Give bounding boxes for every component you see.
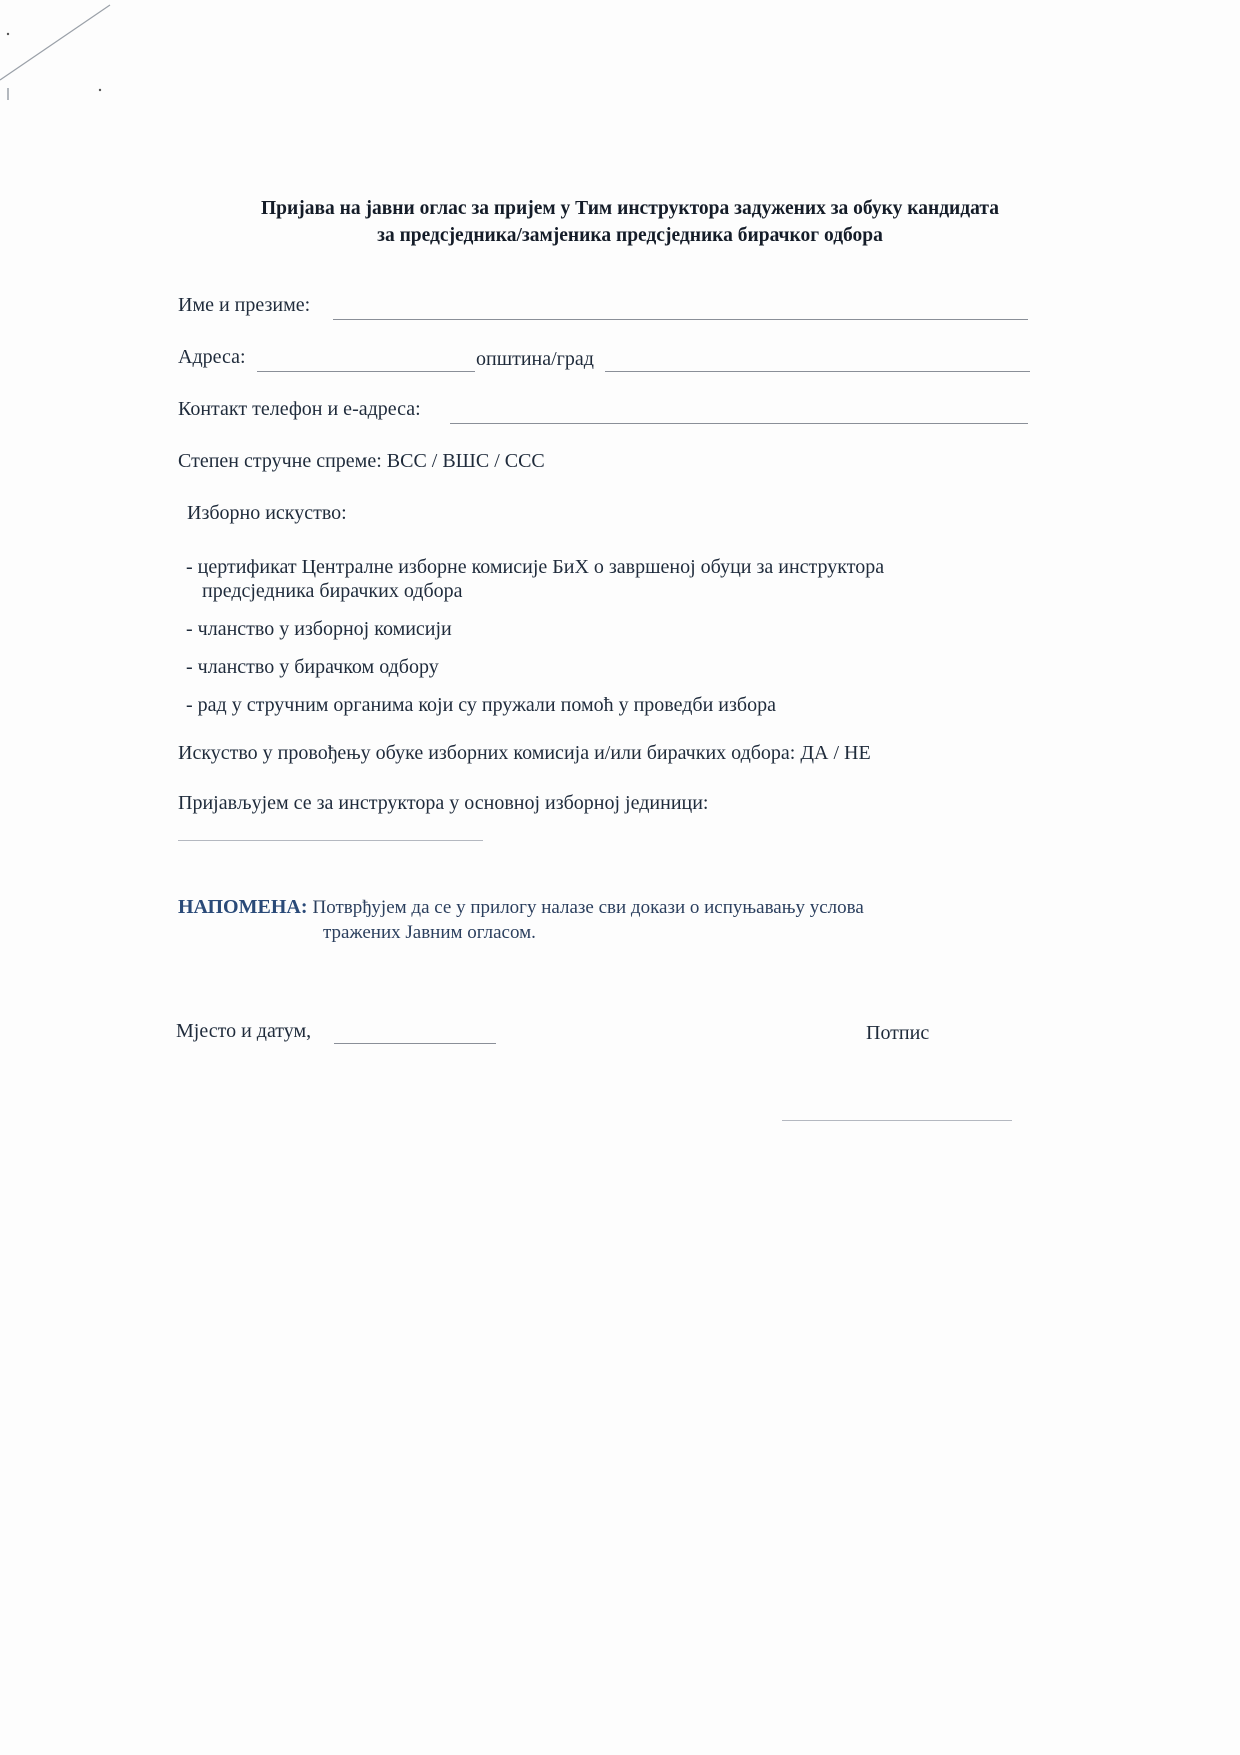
name-label: Име и презиме: [178,294,311,316]
application-unit-label: Пријављујем се за инструктора у основној изборној јединици: [178,792,709,814]
municipality-field-line[interactable] [605,371,1030,372]
note [178,896,864,919]
experience-item-commission: - чланство у изборној комисији [186,618,452,640]
training-experience-text: Искуство у провођењу обуке изборних комисија и/или бирачких одбора: ДА / НЕ [178,742,871,764]
application-unit-field-line[interactable] [178,840,483,841]
signature-field-line[interactable] [782,1120,1012,1121]
contact-label: Контакт телефон и е-адреса: [178,398,421,420]
address-label: Адреса: [178,346,246,368]
note-line1: Потврђујем да се у прилогу налазе сви докази о испуњавању услова [312,897,864,918]
education-label: Степен стручне спреме: ВСС / ВШС / ССС [178,450,545,472]
experience-item-certificate-cont: предсједника бирачких одбора [202,580,463,602]
experience-item-certificate: - цертификат Централне изборне комисије БиХ о завршеној обуци за инструктора [186,556,885,578]
name-field-line[interactable] [333,319,1028,320]
signature-label: Потпис [866,1022,930,1044]
contact-field-line[interactable] [450,423,1028,424]
place-date-field-line[interactable] [334,1043,496,1044]
experience-heading: Изборно искуство: [187,502,347,524]
experience-item-polling-board: - чланство у бирачком одбору [186,656,439,678]
note-label: НАПОМЕНА: [178,896,308,918]
scan-corner-artifact [0,0,120,100]
address-field-line[interactable] [257,371,475,372]
form-title-line1: Пријава на јавни оглас за пријем у Тим инструктора задужених за обуку кандидата [261,198,999,219]
form-title [130,195,1130,249]
note-line2: тражених Јавним огласом. [323,922,536,943]
municipality-label: општина/град [476,348,594,370]
experience-item-expert-bodies: - рад у стручним органима који су пружали помоћ у проведби избора [186,694,776,716]
place-date-label: Мјесто и датум, [176,1020,312,1042]
form-title-line2: за предсједника/замјеника предсједника бирачког одбора [377,225,883,246]
